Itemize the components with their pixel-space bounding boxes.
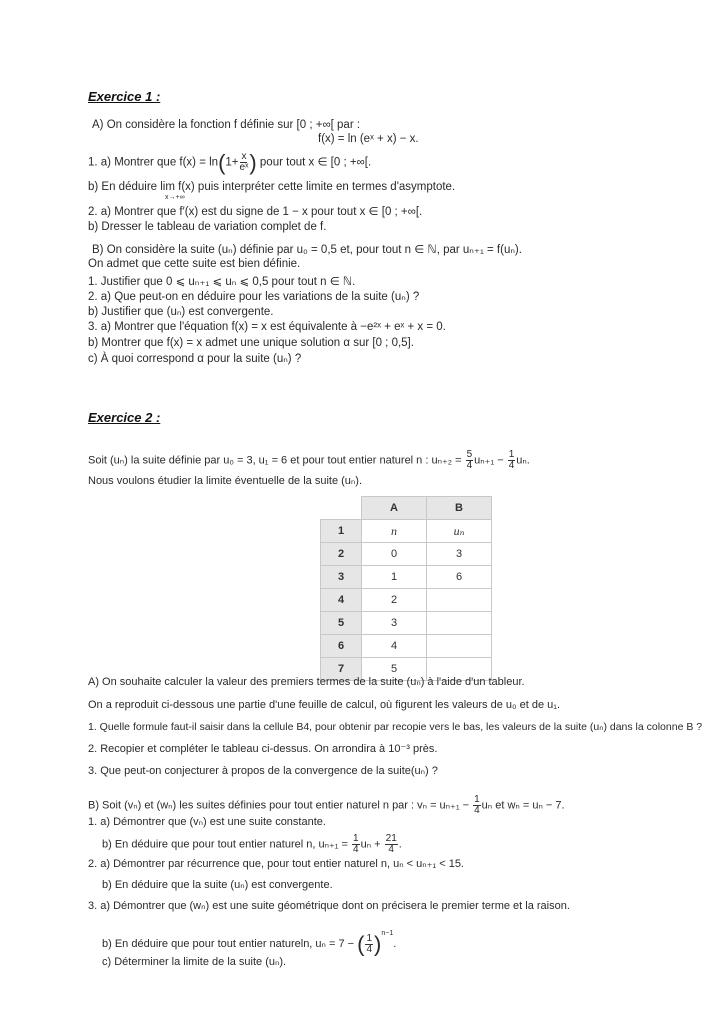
limit-subscript: x→+∞ [165,194,185,201]
table-row [321,566,492,589]
ex2-a-question-1: 1. Quelle formule faut-il saisir dans la cellule B4, pour obtenir par recopie vers le bas, les valeurs de la suite (uₙ) dans la colonne B ? [88,721,703,733]
ex1-b-question-3b: b) Montrer que f(x) = x admet une unique solution α sur [0 ; 0,5]. [88,337,414,349]
fraction: $\frac{1}{4}$ [474,794,480,816]
ex1-b-question-1: 1. Justifier que 0 ⩽ uₙ₊₁ ⩽ uₙ ⩽ 0,5 pour tout n ∈ ℕ. [88,276,356,288]
ex2-b-question-3a: 3. a) Démontrer que (wₙ) est une suite géométrique dont on précisera le premier terme et la raison. [88,900,570,912]
row-header: 1 [321,520,362,543]
column-header-b: B [427,497,492,520]
ex1-function-formula: f(x) = ln (eˣ + x) − x. [318,133,419,145]
table-row [321,589,492,612]
row-header: 5 [321,612,362,635]
cell-b2: 3 [427,543,492,566]
exercise-1-title: Exercice 1 : [88,89,161,104]
intro-text: Soit (uₙ) la suite définie par u₀ = 3, u₁ = 6 et pour tout entier naturel n : uₙ₊₂ = [88,454,465,467]
row-header: 7 [321,658,362,681]
ex1-question-1b: b) En déduire lim f(x) puis interpréter cette limite en termes d'asymptote. [88,181,456,193]
ex1-b-question-2b: b) Justifier que (uₙ) est convergente. [88,306,274,318]
cell-b1: uₙ [427,520,492,543]
ex2-part-a-desc: On a reproduit ci-dessous une partie d'une feuille de calcul, où figurent les valeurs de u₀ et de u₁. [88,699,561,711]
ex2-b-question-1a: 1. a) Démontrer que (vₙ) est une suite constante. [88,816,326,828]
ex1-part-b-intro: B) On considère la suite (uₙ) définie par u₀ = 0,5 et, pour tout n ∈ ℕ, par uₙ₊₁ = f(uₙ). [92,244,522,256]
q1b-mid: uₙ + [360,838,384,851]
intro-end: uₙ. [516,454,530,467]
table-row [321,612,492,635]
ex2-intro [88,450,530,471]
intro-mid: uₙ₊₁ − [474,454,507,467]
exercise-2-title: Exercice 2 : [88,410,161,425]
q1a-text-end: pour tout x ∈ [0 ; +∞[. [259,156,372,169]
ex2-b-question-2a: 2. a) Démontrer par récurrence que, pour tout entier naturel n, uₙ < uₙ₊₁ < 15. [88,858,464,870]
spreadsheet-table [320,496,492,681]
ex1-question-2b: b) Dresser le tableau de variation complet de f. [88,221,327,233]
cell-b4 [427,589,492,612]
ex2-goal: Nous voulons étudier la limite éventuelle de la suite (uₙ). [88,475,363,487]
ex2-a-question-2: 2. Recopier et compléter le tableau ci-dessus. On arrondira à 10⁻³ près. [88,743,438,755]
ex2-a-question-3: 3. Que peut-on conjecturer à propos de la convergence de la suite(uₙ) ? [88,765,438,777]
ex2-b-question-3b: b) En déduire que pour tout entier natureln, uₙ = 7 − ( $\frac{1}{4}$ )$^{n-1}$. [102,930,397,957]
q3b-text: b) En déduire que pour tout entier natureln, uₙ = 7 − [102,938,358,950]
ex1-b-question-3c: c) À quoi correspond α pour la suite (uₙ) ? [88,353,302,365]
ex2-part-b-intro [88,795,565,816]
table-row [321,543,492,566]
b-intro-text: B) Soit (vₙ) et (wₙ) les suites définies pour tout entier naturel n par : vₙ = uₙ₊₁ − [88,799,473,812]
ex1-question-1a: 1. a) Montrer que f(x) = ln(1+ $\frac{x}{\text{eˣ}}$ ) pour tout x ∈ [0 ; +∞[. [88,150,372,175]
q1b-text: b) En déduire que pour tout entier naturel n, uₙ₊₁ = [102,838,352,851]
cell-a5: 3 [362,612,427,635]
table-row [321,635,492,658]
ex2-b-question-2b: b) En déduire que la suite (uₙ) est convergente. [102,879,333,891]
cell-a4: 2 [362,589,427,612]
cell-a7: 5 [362,658,427,681]
cell-a2: 0 [362,543,427,566]
row-header: 2 [321,543,362,566]
cell-b3: 6 [427,566,492,589]
cell-b6 [427,635,492,658]
row-header: 6 [321,635,362,658]
fraction: $\frac{1}{4}$ [508,449,515,471]
ex2-part-a-intro: A) On souhaite calculer la valeur des premiers termes de la suite (uₙ) à l'aide d'un tableur. [88,676,525,688]
table-row [321,520,492,543]
fraction: $\frac{1}{4}$ [353,833,359,855]
cell-b5 [427,612,492,635]
ex2-b-question-1b: b) En déduire que pour tout entier naturel n, uₙ₊₁ = $\frac{1}{4}$ uₙ + $\frac{21}{4}$ . [102,833,402,855]
exponent: n−1 [381,930,394,937]
fraction: $\frac{21}{4}$ [385,833,397,855]
row-header: 3 [321,566,362,589]
cell-a1: n [362,520,427,543]
ex1-part-b-admit: On admet que cette suite est bien définie. [88,258,301,270]
b-intro-end: uₙ et wₙ = uₙ − 7. [481,799,565,812]
spreadsheet-header-row [321,497,492,520]
cell-a3: 1 [362,566,427,589]
q1a-text: 1. a) Montrer que f(x) = ln [88,156,219,169]
ex1-question-2a: 2. a) Montrer que f′(x) est du signe de 1 − x pour tout x ∈ [0 ; +∞[. [88,206,423,218]
fraction: $\frac{x}{\text{eˣ}}$ [239,151,249,173]
ex1-part-a-intro: A) On considère la fonction f définie sur [0 ; +∞[ par : [92,119,361,131]
ex1-b-question-3a: 3. a) Montrer que l'équation f(x) = x est équivalente à −e²ˣ + eˣ + x = 0. [88,321,446,333]
column-header-a: A [362,497,427,520]
fraction: $\frac{5}{4}$ [466,449,473,471]
cell-a6: 4 [362,635,427,658]
row-header: 4 [321,589,362,612]
ex2-b-question-3c: c) Déterminer la limite de la suite (uₙ). [102,956,287,968]
ex1-b-question-2a: 2. a) Que peut-on en déduire pour les variations de la suite (uₙ) ? [88,291,420,303]
fraction: $\frac{1}{4}$ [366,932,373,955]
